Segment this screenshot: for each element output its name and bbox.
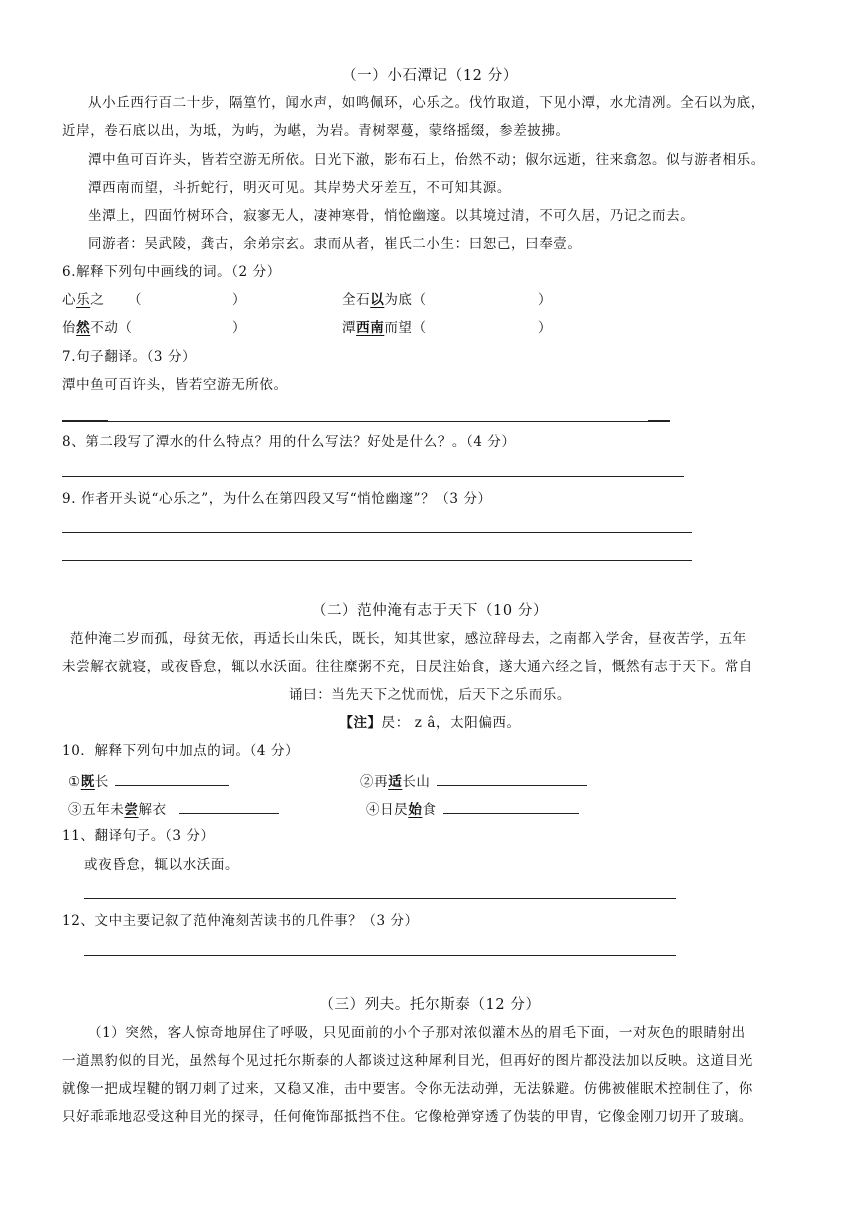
q11-answer-line[interactable] [84,898,676,899]
passage-2-line: 范仲淹二岁而孤，母贫无依，再适长山朱氏，既长，知其世家，感泣辞母去，之南都入学舍，昼夜苦学，五年 [70,631,747,647]
q7-sentence: 潭中鱼可百许头，皆若空游无所依。 [62,377,288,393]
q10-item-2-blank[interactable] [437,772,587,786]
passage-3-line: 就像一把成埕鞬的钢刀刺了过来，又稳又准，击中要害。令你无法动弹，无法躲避。仿佛被催眠术控制住了，你 [62,1081,753,1097]
passage-3-line: 一道黑豹似的目光，虽然每个见过托尔斯泰的人都谈过这种犀利目光，但再好的图片都没法加以反映。这道目光 [62,1053,753,1069]
q12-answer-line[interactable] [84,955,676,956]
q6-item-1-close: ） [232,292,247,308]
q6-item-1-open: （ [128,292,143,308]
q6-item-2-close: ） [538,292,553,308]
q9-answer-line[interactable] [62,532,692,533]
section-3-title: （三）列夫。托尔斯泰（12 分） [319,997,541,1013]
passage-1-line: 近岸，卷石底以出，为坻，为屿，为嵁，为岩。青树翠蔓，蒙络摇缀，参差披拂。 [62,123,570,139]
q9-answer-line[interactable] [62,560,692,561]
q10-item-1-blank[interactable] [115,772,229,786]
q8-answer-line[interactable] [62,476,684,477]
q6-item-4: 潭西南而望（ [342,320,427,336]
q10-item-3-blank[interactable] [179,800,279,814]
passage-1-line: 潭西南而望，斗折蛇行，明灭可见。其岸势犬牙差互，不可知其源。 [88,180,511,196]
passage-2-line: 诵曰：当先天下之忧而忧，后天下之乐而乐。 [289,687,571,703]
q6-item-1: 心乐之 [62,292,105,308]
passage-2-note: 【注】昃： z â，太阳偏西。 [339,715,521,731]
q6-item-2: 全石以为底（ [342,292,427,308]
question-7: 7.句子翻译。（3 分） [62,349,197,365]
q6-item-4-close: ） [538,320,553,336]
question-12: 12、文中主要记叙了范仲淹刻苦读书的几件事？（3 分） [62,913,419,929]
q10-item-2: ②再适长山 [360,772,587,791]
question-10: 10．解释下列句中加点的词。（4 分） [62,743,300,759]
passage-3-line: 只好乖乖地忍受这种目光的探寻，任何俺饰郚抵挡不住。它像枪弹穿透了伪装的甲胄，它像金刚刀切开了玻璃。 [62,1109,753,1125]
question-9: 9. 作者开头说“心乐之”，为什么在第四段又写“悄怆幽邃”？（3 分） [62,491,492,507]
q11-sentence: 或夜昏怠，辄以水沃面。 [84,857,240,873]
q10-item-4: ④日昃始食 [366,800,579,819]
q10-item-3: ③五年未尝解衣 [68,800,279,819]
passage-1-line: 同游者：吴武陵，龚古，余弟宗玄。隶而从者，崔氏二小生：曰恕己，曰奉壹。 [88,236,582,252]
q10-item-4-blank[interactable] [443,800,579,814]
q10-item-1: ①既长 [68,772,229,791]
passage-1-line: 潭中鱼可百许头，皆若空游无所依。日光下澈，影布石上，佁然不动；俶尔远逝，往来翕忽。似与游者相乐。 [88,152,765,168]
q6-item-3-close: ） [232,320,247,336]
q7-answer-line[interactable] [108,421,648,422]
question-8: 8、第二段写了潭水的什么特点？用的什么写法？好处是什么？。（4 分） [62,434,516,450]
q7-answer-line[interactable] [648,420,670,422]
question-6: 6.解释下列句中画线的词。（2 分） [62,264,281,280]
passage-1-line: 从小丘西行百二十步，隔篁竹，闻水声，如鸣佩环，心乐之。伐竹取道，下见小潭，水尤清冽。全石以为底， [88,95,765,111]
q7-answer-line[interactable] [62,420,108,422]
q6-item-3: 佁然不动（ [62,320,133,336]
passage-1-line: 坐潭上，四面竹树环合，寂寥无人，凄神寒骨，悄怆幽邃。以其境过清，不可久居，乃记之而去。 [88,208,695,224]
passage-3-line: （1）突然，客人惊奇地屏住了呼吸，只见面前的小个子那对浓似灌木丛的眉毛下面，一对灰色的眼睛射出 [88,1025,746,1041]
passage-2-line: 未尝解衣就寝，或夜昏怠，辄以水沃面。往往糜粥不充，日昃注始食，遂大通六经之旨，慨然有志于天下。常自 [62,659,753,675]
section-2-title: （二）范仲淹有志于天下（10 分） [311,603,549,619]
section-1-title: （一）小石潭记（12 分） [342,68,518,84]
question-11: 11、翻译句子。（3 分） [62,828,215,844]
